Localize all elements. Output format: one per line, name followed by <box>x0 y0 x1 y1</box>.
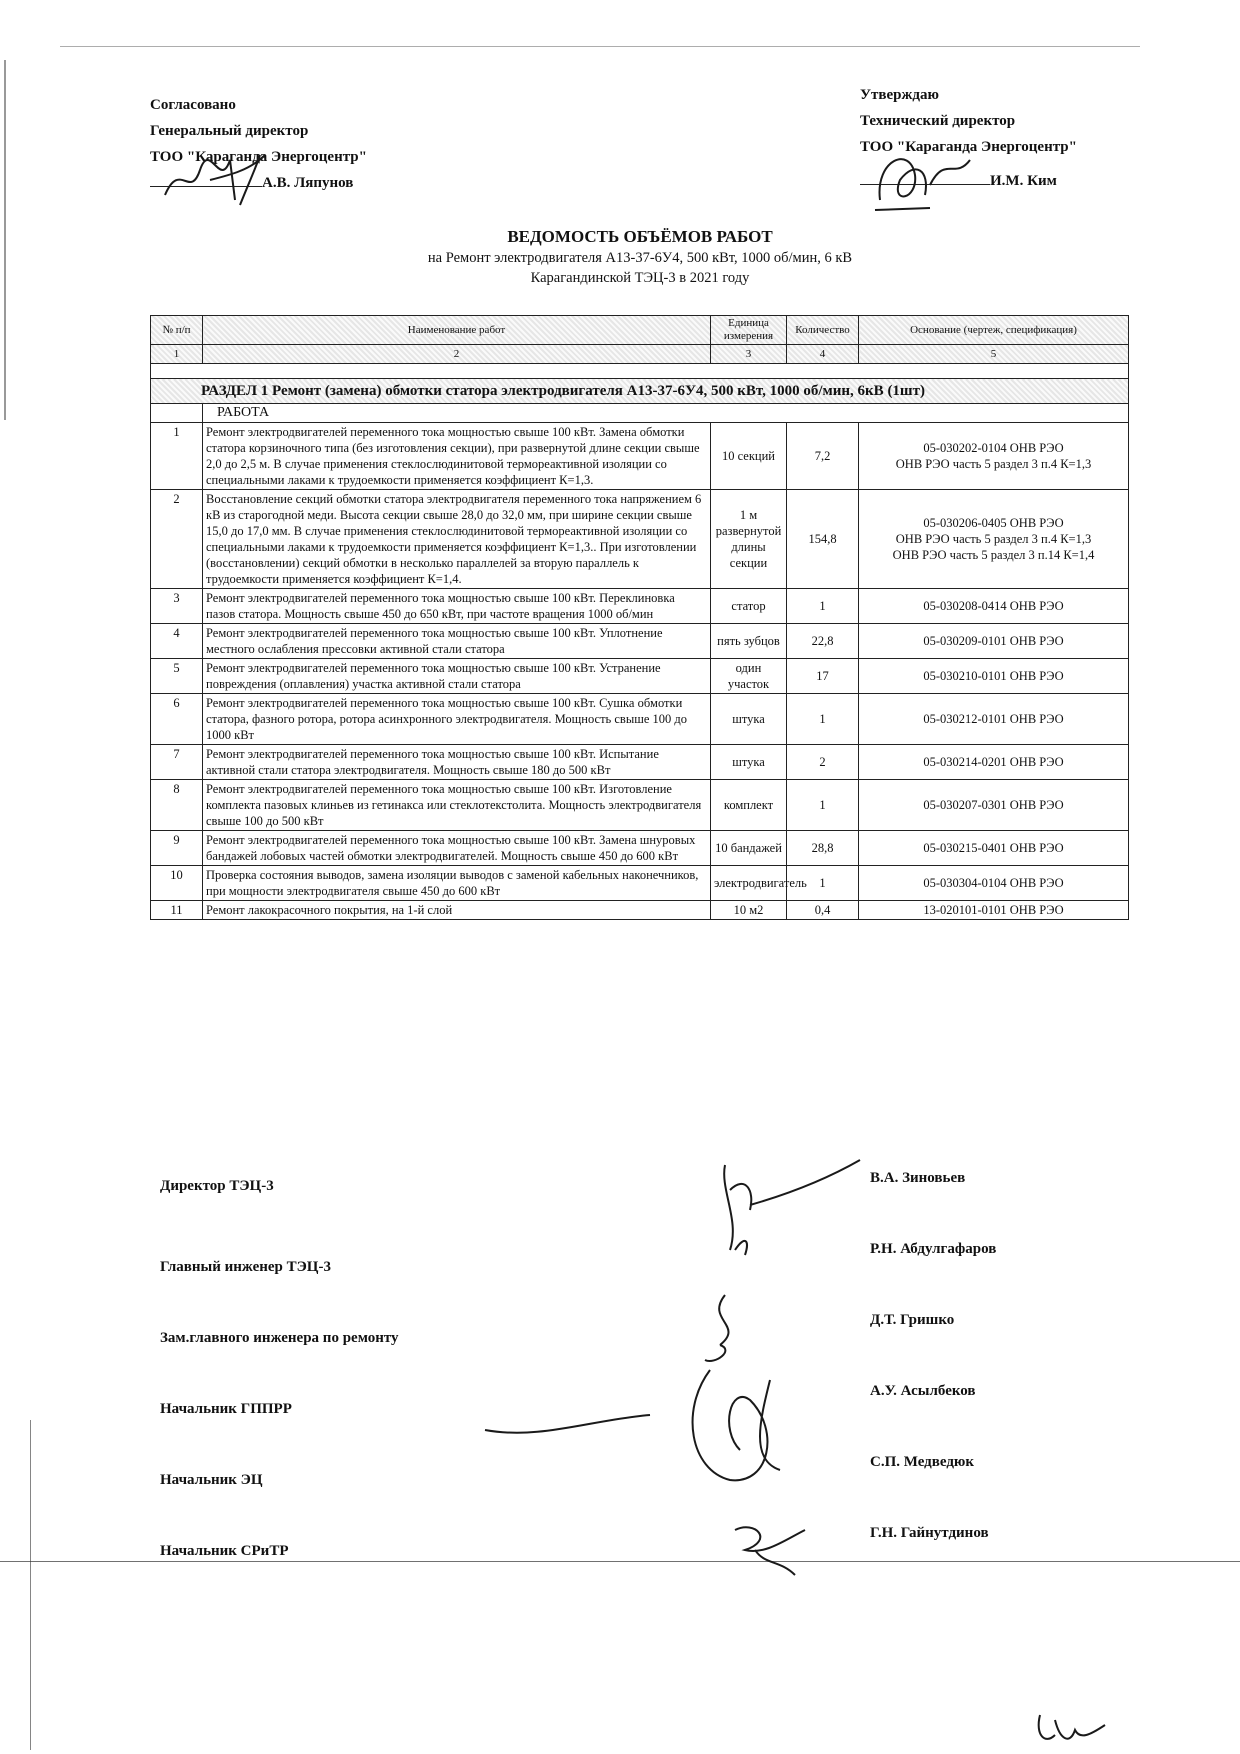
approval-left-name: А.В. Ляпунов <box>262 175 354 191</box>
row-quantity: 1 <box>787 589 859 624</box>
row-basis: 05-030209-0101 ОНВ РЭО <box>859 624 1129 659</box>
row-unit: 10 бандажей <box>711 831 787 866</box>
signer-name: Д.Т. Гришко <box>870 1312 955 1328</box>
table-row <box>151 866 1129 901</box>
row-number: 6 <box>151 694 203 745</box>
section-row <box>151 379 1129 404</box>
scan-edge-mark <box>30 1420 31 1750</box>
table-header-row <box>151 316 1129 345</box>
row-unit: штука <box>711 745 787 780</box>
row-work-name: Проверка состояния выводов, замена изоляции выводов с заменой кабельных наконечников, при мощности электродвигателя свыше 450 до 600 кВт <box>203 866 711 901</box>
row-basis: 05-030304-0104 ОНВ РЭО <box>859 866 1129 901</box>
row-work-name: Ремонт лакокрасочного покрытия, на 1-й слой <box>203 901 711 920</box>
row-unit: штука <box>711 694 787 745</box>
table-row <box>151 831 1129 866</box>
signer-name: Р.Н. Абдулгафаров <box>870 1241 997 1257</box>
table-row <box>151 901 1129 920</box>
row-number: 10 <box>151 866 203 901</box>
table-row <box>151 624 1129 659</box>
col-header-qty: Количество <box>787 316 859 345</box>
signer-title: Начальник ЭЦ <box>160 1472 263 1488</box>
col-number: 5 <box>859 345 1129 364</box>
approval-left-line1: Согласовано <box>150 97 236 113</box>
table-body <box>151 423 1129 920</box>
row-basis: 05-030215-0401 ОНВ РЭО <box>859 831 1129 866</box>
signature-signer-4 <box>480 1360 810 1500</box>
row-number: 11 <box>151 901 203 920</box>
row-quantity: 22,8 <box>787 624 859 659</box>
row-quantity: 154,8 <box>787 490 859 589</box>
row-work-name: Ремонт электродвигателей переменного тока мощностью свыше 100 кВт. Устранение повреждения (оплавления) участка активной стали статора <box>203 659 711 694</box>
row-unit: один участок <box>711 659 787 694</box>
row-quantity: 17 <box>787 659 859 694</box>
table-row <box>151 780 1129 831</box>
row-number: 7 <box>151 745 203 780</box>
spacer-row <box>151 364 1129 379</box>
approval-right-line1: Утверждаю <box>860 87 939 103</box>
row-number: 2 <box>151 490 203 589</box>
row-unit: 10 секций <box>711 423 787 490</box>
col-header-num: № п/п <box>151 316 203 345</box>
row-basis: 05-030214-0201 ОНВ РЭО <box>859 745 1129 780</box>
row-basis: 05-030207-0301 ОНВ РЭО <box>859 780 1129 831</box>
table-row <box>151 659 1129 694</box>
col-header-name: Наименование работ <box>203 316 711 345</box>
document-title <box>150 226 1130 288</box>
scan-edge-mark <box>4 60 6 420</box>
table-row <box>151 694 1129 745</box>
row-number: 9 <box>151 831 203 866</box>
row-work-name: Восстановление секций обмотки статора электродвигателя переменного тока напряжением 6 кВ из старогодной меди. Высота секции свыше 28,0 до 32,0 мм, при ширине секции свыше 15,0 до 17,0 мм. В случае применения стеклослюдинитовой термореактивной изоляции со специальными лаками к трудоемкости применяется коэффициент К=1,3.. При изготовлении (восстановлении) секций обмотки в несколько параллелей за вторую параллель к трудоемкости применяется коэффициент К=1,4. <box>203 490 711 589</box>
signer-title: Зам.главного инженера по ремонту <box>160 1330 399 1346</box>
approval-right-line3: ТОО "Караганда Энергоцентр" <box>860 139 1077 155</box>
approval-right-line2: Технический директор <box>860 113 1016 129</box>
col-header-unit: Единица измерения <box>711 316 787 345</box>
row-quantity: 28,8 <box>787 831 859 866</box>
col-header-basis: Основание (чертеж, спецификация) <box>859 316 1129 345</box>
section-title: РАЗДЕЛ 1 Ремонт (замена) обмотки статора электродвигателя А13-37-6У4, 500 кВт, 1000 об/мин, 6кВ (1шт) <box>151 379 1129 404</box>
table-row <box>151 490 1129 589</box>
row-number: 3 <box>151 589 203 624</box>
col-number: 4 <box>787 345 859 364</box>
table-row <box>151 589 1129 624</box>
subsection-row <box>151 404 1129 423</box>
row-quantity: 1 <box>787 780 859 831</box>
approval-left-line3: ТОО "Караганда Энергоцентр" <box>150 149 367 165</box>
table-row <box>151 423 1129 490</box>
table-row <box>151 745 1129 780</box>
row-work-name: Ремонт электродвигателей переменного тока мощностью свыше 100 кВт. Изготовление комплекта пазовых клиньев из гетинакса или стеклотекстолита. Мощность электродвигателя свыше 100 до 500 кВт <box>203 780 711 831</box>
row-work-name: Ремонт электродвигателей переменного тока мощностью свыше 100 кВт. Замена шнуровых бандажей лобовых частей обмотки электродвигателей. Мощность свыше 450 до 600 кВт <box>203 831 711 866</box>
subsection-title: РАБОТА <box>203 404 1129 423</box>
row-basis: 05-030206-0405 ОНВ РЭО ОНВ РЭО часть 5 раздел 3 п.4 К=1,3 ОНВ РЭО часть 5 раздел 3 п.14 К=1,4 <box>859 490 1129 589</box>
signature-right <box>870 140 980 215</box>
row-unit: комплект <box>711 780 787 831</box>
row-quantity: 0,4 <box>787 901 859 920</box>
row-unit: пять зубцов <box>711 624 787 659</box>
row-basis: 13-020101-0101 ОНВ РЭО <box>859 901 1129 920</box>
works-table <box>150 315 1129 920</box>
row-quantity: 2 <box>787 745 859 780</box>
title-sub1: на Ремонт электродвигателя А13-37-6У4, 500 кВт, 1000 об/мин, 6 кВ <box>427 250 853 266</box>
signer-title: Главный инженер ТЭЦ-3 <box>160 1259 331 1275</box>
signature-signer-3 <box>695 1290 755 1370</box>
column-number-row <box>151 345 1129 364</box>
title-main: ВЕДОМОСТЬ ОБЪЁМОВ РАБОТ <box>507 227 773 246</box>
col-number: 1 <box>151 345 203 364</box>
row-basis: 05-030212-0101 ОНВ РЭО <box>859 694 1129 745</box>
row-unit: электродвигатель <box>711 866 787 901</box>
row-basis: 05-030208-0414 ОНВ РЭО <box>859 589 1129 624</box>
row-work-name: Ремонт электродвигателей переменного тока мощностью свыше 100 кВт. Переклиновка пазов статора. Мощность свыше 450 до 650 кВт, при частоте вращения 1000 об/мин <box>203 589 711 624</box>
signature-signer-6 <box>725 1510 815 1580</box>
row-work-name: Ремонт электродвигателей переменного тока мощностью свыше 100 кВт. Сушка обмотки статора, фазного ротора, ротора асинхронного электродвигателя. Мощность свыше 100 до 1000 кВт <box>203 694 711 745</box>
row-quantity: 1 <box>787 866 859 901</box>
row-unit: 10 м2 <box>711 901 787 920</box>
signature-signer-1 <box>705 1150 865 1260</box>
row-unit: 1 м развернутой длины секции <box>711 490 787 589</box>
row-work-name: Ремонт электродвигателей переменного тока мощностью свыше 100 кВт. Испытание активной стали статора электродвигателя. Мощность свыше 180 до 500 кВт <box>203 745 711 780</box>
row-work-name: Ремонт электродвигателей переменного тока мощностью свыше 100 кВт. Уплотнение местного ослабления прессовки активной стали статора <box>203 624 711 659</box>
row-basis: 05-030210-0101 ОНВ РЭО <box>859 659 1129 694</box>
row-number: 1 <box>151 423 203 490</box>
signature-left <box>160 150 270 210</box>
title-sub2: Карагандинской ТЭЦ-3 в 2021 году <box>530 270 750 286</box>
row-unit: статор <box>711 589 787 624</box>
row-basis: 05-030202-0104 ОНВ РЭО ОНВ РЭО часть 5 раздел 3 п.4 К=1,3 <box>859 423 1129 490</box>
row-work-name: Ремонт электродвигателей переменного тока мощностью свыше 100 кВт. Замена обмотки статора корзиночного типа (без изготовления секции), при развернутой длине секции свыше 2,0 до 2,5 м. В случае применения стеклослюдинитовой термореактивной изоляции со специальными лаками к трудоемкости применяется коэффициент К=1,3. <box>203 423 711 490</box>
row-number: 4 <box>151 624 203 659</box>
signer-title: Директор ТЭЦ-3 <box>160 1178 274 1194</box>
row-quantity: 1 <box>787 694 859 745</box>
col-number: 2 <box>203 345 711 364</box>
signer-row <box>160 1241 1110 1312</box>
signer-title: Начальник ГППРР <box>160 1401 292 1417</box>
row-number: 8 <box>151 780 203 831</box>
row-quantity: 7,2 <box>787 423 859 490</box>
scan-top-line <box>60 46 1140 47</box>
approval-right-name: И.М. Ким <box>990 173 1057 189</box>
row-number: 5 <box>151 659 203 694</box>
signature-bottom-right <box>1030 1705 1110 1750</box>
signer-name: Г.Н. Гайнутдинов <box>870 1525 989 1541</box>
signer-row <box>160 1525 1110 1596</box>
col-number: 3 <box>711 345 787 364</box>
approval-left-line2: Генеральный директор <box>150 123 309 139</box>
signer-name: В.А. Зиновьев <box>870 1170 966 1186</box>
signer-name: А.У. Асылбеков <box>870 1383 976 1399</box>
signer-name: С.П. Медведюк <box>870 1454 975 1470</box>
signer-title: Начальник СРиТР <box>160 1543 289 1559</box>
signer-row <box>160 1170 1110 1241</box>
